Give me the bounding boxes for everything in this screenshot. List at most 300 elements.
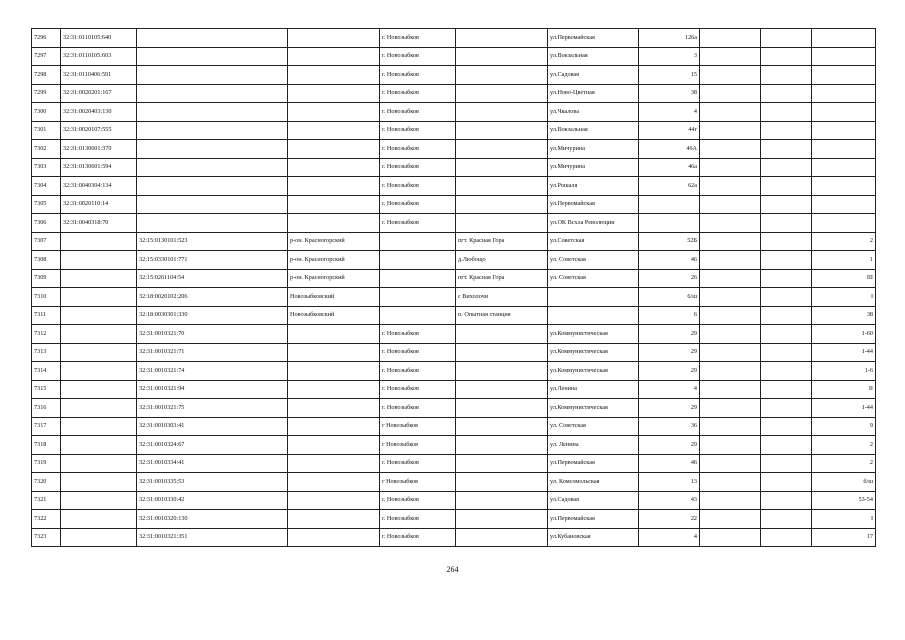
table-cell bbox=[700, 214, 761, 233]
table-cell: с Вихолочи bbox=[456, 288, 548, 307]
table-cell: 32:31:0020107:555 bbox=[61, 121, 137, 140]
table-cell bbox=[761, 417, 812, 436]
table-cell: 32:31:0010334:41 bbox=[137, 454, 288, 473]
table-cell: г. Новозыбков bbox=[380, 528, 456, 547]
table-cell: ул.Кубановская bbox=[548, 528, 639, 547]
table-cell: 32:31:0040318:70 bbox=[61, 214, 137, 233]
table-cell: 46 bbox=[639, 251, 700, 270]
table-cell bbox=[761, 306, 812, 325]
table-row bbox=[32, 158, 876, 177]
table-cell: ул.Садовая bbox=[548, 66, 639, 85]
table-cell: 32:31:0130601:594 bbox=[61, 158, 137, 177]
table-cell bbox=[761, 66, 812, 85]
table-cell bbox=[137, 214, 288, 233]
table-cell: 29 bbox=[639, 343, 700, 362]
table-cell bbox=[288, 66, 380, 85]
table-cell: 32:31:0010321:75 bbox=[137, 399, 288, 418]
table-cell bbox=[548, 306, 639, 325]
table-cell: 29 bbox=[639, 399, 700, 418]
table-cell bbox=[61, 306, 137, 325]
table-row bbox=[32, 288, 876, 307]
table-row bbox=[32, 232, 876, 251]
table-cell bbox=[761, 473, 812, 492]
table-cell: 1-44 bbox=[812, 343, 876, 362]
table-cell bbox=[380, 306, 456, 325]
table-cell: ул.Коммунистическая bbox=[548, 343, 639, 362]
table-cell: 7316 bbox=[32, 399, 61, 418]
table-cell: 2 bbox=[812, 454, 876, 473]
table-cell bbox=[137, 47, 288, 66]
table-cell bbox=[761, 195, 812, 214]
table-cell: ул.Вокзальная bbox=[548, 121, 639, 140]
table-cell: ул.Первомайская bbox=[548, 510, 639, 529]
table-cell bbox=[761, 158, 812, 177]
table-row bbox=[32, 121, 876, 140]
table-cell bbox=[288, 158, 380, 177]
table-cell bbox=[288, 47, 380, 66]
table-cell: 32:18:0030301:330 bbox=[137, 306, 288, 325]
table-cell bbox=[700, 510, 761, 529]
table-row bbox=[32, 510, 876, 529]
table-cell bbox=[761, 232, 812, 251]
table-cell bbox=[812, 121, 876, 140]
table-cell bbox=[761, 177, 812, 196]
table-cell bbox=[456, 140, 548, 159]
table-row bbox=[32, 343, 876, 362]
table-cell: 7310 bbox=[32, 288, 61, 307]
table-cell bbox=[700, 362, 761, 381]
table-cell: 4 bbox=[639, 528, 700, 547]
table-cell bbox=[61, 399, 137, 418]
table-cell bbox=[456, 195, 548, 214]
table-cell bbox=[812, 29, 876, 48]
table-cell bbox=[761, 491, 812, 510]
table-cell bbox=[61, 288, 137, 307]
table-cell: 32:15:0261104:54 bbox=[137, 269, 288, 288]
table-cell: I bbox=[812, 288, 876, 307]
table-cell bbox=[761, 436, 812, 455]
table-cell bbox=[761, 510, 812, 529]
table-cell bbox=[288, 473, 380, 492]
table-cell: 22 bbox=[639, 510, 700, 529]
table-cell: 44г bbox=[639, 121, 700, 140]
table-cell bbox=[812, 103, 876, 122]
table-row bbox=[32, 417, 876, 436]
table-cell: г. Новозыбков bbox=[380, 510, 456, 529]
table-cell: 7299 bbox=[32, 84, 61, 103]
table-cell: г. Новозыбков bbox=[380, 47, 456, 66]
table-cell bbox=[456, 103, 548, 122]
table-cell: г. Новозыбков bbox=[380, 66, 456, 85]
table-cell bbox=[700, 47, 761, 66]
table-row bbox=[32, 103, 876, 122]
table-cell bbox=[700, 473, 761, 492]
table-cell bbox=[700, 343, 761, 362]
table-cell bbox=[61, 528, 137, 547]
table-cell bbox=[700, 158, 761, 177]
table-cell: 7314 bbox=[32, 362, 61, 381]
table-row bbox=[32, 454, 876, 473]
table-cell: 32:18:0020102:206 bbox=[137, 288, 288, 307]
table-cell: 4 bbox=[639, 103, 700, 122]
table-cell: г. Новозыбков bbox=[380, 177, 456, 196]
table-cell bbox=[700, 417, 761, 436]
table-cell bbox=[812, 47, 876, 66]
table-cell bbox=[700, 288, 761, 307]
table-cell: 7304 bbox=[32, 177, 61, 196]
table-cell bbox=[456, 510, 548, 529]
table-cell: ул. Комсомольская bbox=[548, 473, 639, 492]
table-cell: п. Опытная станция bbox=[456, 306, 548, 325]
table-cell bbox=[456, 29, 548, 48]
table-cell: II bbox=[812, 380, 876, 399]
table-cell bbox=[456, 399, 548, 418]
table-cell bbox=[137, 177, 288, 196]
table-cell bbox=[456, 491, 548, 510]
table-row bbox=[32, 140, 876, 159]
table-cell: ул.Чкалова bbox=[548, 103, 639, 122]
table-cell bbox=[137, 121, 288, 140]
table-cell bbox=[380, 232, 456, 251]
table-cell: ул.Мичурина bbox=[548, 140, 639, 159]
table-cell: 4 bbox=[639, 380, 700, 399]
table-cell: г. Новозыбков bbox=[380, 214, 456, 233]
table-cell: г. Новозыбков bbox=[380, 454, 456, 473]
table-cell bbox=[700, 380, 761, 399]
table-cell: 43 bbox=[639, 491, 700, 510]
table-cell bbox=[61, 269, 137, 288]
table-cell: 32:31:0010321:70 bbox=[137, 325, 288, 344]
table-cell bbox=[456, 84, 548, 103]
table-cell bbox=[700, 103, 761, 122]
table-cell: I bbox=[812, 510, 876, 529]
table-cell bbox=[700, 306, 761, 325]
table-cell: 7309 bbox=[32, 269, 61, 288]
table-cell bbox=[456, 454, 548, 473]
table-cell: 32:31:0130601:370 bbox=[61, 140, 137, 159]
table-cell bbox=[700, 177, 761, 196]
table-cell: Новозыбковский bbox=[288, 306, 380, 325]
registry-table bbox=[31, 28, 876, 547]
table-cell: 7297 bbox=[32, 47, 61, 66]
table-cell bbox=[700, 84, 761, 103]
table-cell: 1-44 bbox=[812, 399, 876, 418]
table-cell bbox=[288, 29, 380, 48]
table-cell: 38 bbox=[812, 306, 876, 325]
table-cell bbox=[288, 121, 380, 140]
table-cell: ул. Советская bbox=[548, 269, 639, 288]
table-row bbox=[32, 380, 876, 399]
table-cell: ул.Первомайская bbox=[548, 454, 639, 473]
table-cell bbox=[812, 214, 876, 233]
table-cell: 3 bbox=[639, 47, 700, 66]
table-cell bbox=[761, 251, 812, 270]
table-cell: ул. Советская bbox=[548, 417, 639, 436]
table-cell: 15 bbox=[639, 66, 700, 85]
table-cell bbox=[61, 325, 137, 344]
table-cell bbox=[456, 325, 548, 344]
table-cell bbox=[761, 214, 812, 233]
table-row bbox=[32, 177, 876, 196]
table-cell: 7307 bbox=[32, 232, 61, 251]
table-cell: ул.Ленина bbox=[548, 380, 639, 399]
table-cell: 26 bbox=[639, 269, 700, 288]
table-cell: 7319 bbox=[32, 454, 61, 473]
table-row bbox=[32, 66, 876, 85]
table-cell: 2 bbox=[812, 232, 876, 251]
table-cell: ул.Первомайская bbox=[548, 29, 639, 48]
table-cell bbox=[456, 473, 548, 492]
table-row bbox=[32, 214, 876, 233]
table-cell: ул. Ленина bbox=[548, 436, 639, 455]
table-row bbox=[32, 473, 876, 492]
table-cell: г. Новозыбков bbox=[380, 362, 456, 381]
table-cell: пгт. Красная Гора bbox=[456, 269, 548, 288]
table-cell: 46 bbox=[639, 454, 700, 473]
table-cell: ул.Советская bbox=[548, 232, 639, 251]
table-cell bbox=[61, 380, 137, 399]
table-cell: ул.Вокзальная bbox=[548, 47, 639, 66]
table-cell bbox=[700, 399, 761, 418]
table-cell bbox=[456, 436, 548, 455]
table-cell: 29 bbox=[639, 362, 700, 381]
table-cell bbox=[639, 214, 700, 233]
table-cell: 17 bbox=[812, 528, 876, 547]
table-cell bbox=[761, 121, 812, 140]
table-cell bbox=[700, 436, 761, 455]
table-cell: 6/ш bbox=[639, 288, 700, 307]
table-cell: г. Новозыбков bbox=[380, 325, 456, 344]
table-cell bbox=[61, 491, 137, 510]
table-cell: г Новозыбков bbox=[380, 473, 456, 492]
table-cell bbox=[812, 177, 876, 196]
page-number: 264 bbox=[446, 565, 459, 574]
table-cell: 126а bbox=[639, 29, 700, 48]
table-cell: 32:31:0010321:351 bbox=[137, 528, 288, 547]
table-cell: 32:31:0020201:167 bbox=[61, 84, 137, 103]
table-cell: 32:31:0010324:67 bbox=[137, 436, 288, 455]
table-cell: ул.Садовая bbox=[548, 491, 639, 510]
table-cell: 62а bbox=[639, 177, 700, 196]
table-cell: 36 bbox=[639, 417, 700, 436]
table-cell: 7298 bbox=[32, 66, 61, 85]
table-cell: 32:31:0110406:591 bbox=[61, 66, 137, 85]
table-cell bbox=[812, 66, 876, 85]
table-cell bbox=[700, 491, 761, 510]
table-cell bbox=[288, 362, 380, 381]
table-row bbox=[32, 325, 876, 344]
table-cell: 9 bbox=[812, 417, 876, 436]
table-cell bbox=[61, 473, 137, 492]
table-cell bbox=[761, 399, 812, 418]
table-cell bbox=[456, 66, 548, 85]
table-cell: р-он. Красногорский bbox=[288, 251, 380, 270]
table-cell bbox=[61, 232, 137, 251]
table-cell: 7321 bbox=[32, 491, 61, 510]
table-cell: 32:31:0110105:603 bbox=[61, 47, 137, 66]
table-row bbox=[32, 306, 876, 325]
table-cell: д.Любощо bbox=[456, 251, 548, 270]
table-cell: 7322 bbox=[32, 510, 61, 529]
table-cell: ул. Советская bbox=[548, 251, 639, 270]
table-cell bbox=[812, 158, 876, 177]
table-cell: 7306 bbox=[32, 214, 61, 233]
table-cell: г. Новозыбков bbox=[380, 491, 456, 510]
table-cell: ул.ОК Всхла Революции bbox=[548, 214, 639, 233]
table-cell: 7301 bbox=[32, 121, 61, 140]
table-cell: г. Новозыбков bbox=[380, 195, 456, 214]
table-cell bbox=[288, 454, 380, 473]
table-cell bbox=[137, 140, 288, 159]
table-cell: 32:15:0130101:523 bbox=[137, 232, 288, 251]
table-cell: 6 bbox=[639, 306, 700, 325]
table-cell bbox=[288, 528, 380, 547]
table-cell bbox=[700, 140, 761, 159]
table-row bbox=[32, 528, 876, 547]
table-cell: г. Новозыбков bbox=[380, 158, 456, 177]
table-cell bbox=[288, 140, 380, 159]
table-cell: 7311 bbox=[32, 306, 61, 325]
table-cell bbox=[761, 269, 812, 288]
table-cell bbox=[61, 251, 137, 270]
table-cell: 32:31:0010335:53 bbox=[137, 473, 288, 492]
table-row bbox=[32, 362, 876, 381]
table-cell bbox=[137, 195, 288, 214]
table-cell bbox=[288, 491, 380, 510]
table-cell bbox=[761, 362, 812, 381]
table-cell: Новозыбковский bbox=[288, 288, 380, 307]
table-cell: 53-54 bbox=[812, 491, 876, 510]
table-cell bbox=[812, 195, 876, 214]
table-cell bbox=[61, 454, 137, 473]
table-cell: р-он. Красногорский bbox=[288, 232, 380, 251]
table-cell: 32:31:0110105:640 bbox=[61, 29, 137, 48]
table-row bbox=[32, 491, 876, 510]
table-cell: г Новозыбков bbox=[380, 436, 456, 455]
table-cell bbox=[288, 214, 380, 233]
table-cell bbox=[288, 84, 380, 103]
table-cell bbox=[288, 325, 380, 344]
table-cell: г. Новозыбков bbox=[380, 343, 456, 362]
table-cell bbox=[137, 158, 288, 177]
table-cell: б/ш bbox=[812, 473, 876, 492]
table-cell bbox=[288, 103, 380, 122]
table-cell bbox=[456, 362, 548, 381]
table-cell bbox=[380, 288, 456, 307]
table-cell: 32:15:0330101:771 bbox=[137, 251, 288, 270]
table-cell bbox=[700, 269, 761, 288]
table-row bbox=[32, 251, 876, 270]
table-cell: 32:31:0010321:74 bbox=[137, 362, 288, 381]
table-cell bbox=[700, 66, 761, 85]
table-row bbox=[32, 399, 876, 418]
table-cell: 32:31:0020403:130 bbox=[61, 103, 137, 122]
table-cell bbox=[761, 29, 812, 48]
table-cell bbox=[61, 362, 137, 381]
table-cell bbox=[812, 140, 876, 159]
table-cell: г. Новозыбков bbox=[380, 140, 456, 159]
table-cell: ул.Мичурина bbox=[548, 158, 639, 177]
table-row bbox=[32, 436, 876, 455]
table-cell: г Новозыбков bbox=[380, 417, 456, 436]
table-cell bbox=[812, 84, 876, 103]
table-cell: ул.Коммунистическая bbox=[548, 362, 639, 381]
table-cell bbox=[700, 325, 761, 344]
table-cell bbox=[700, 121, 761, 140]
table-cell: 7323 bbox=[32, 528, 61, 547]
table-cell: ул.Ново-Цветная bbox=[548, 84, 639, 103]
table-row bbox=[32, 84, 876, 103]
table-cell: 7312 bbox=[32, 325, 61, 344]
registry-table-body bbox=[32, 29, 876, 547]
table-row bbox=[32, 195, 876, 214]
table-cell: г. Новозыбков bbox=[380, 380, 456, 399]
table-cell bbox=[380, 251, 456, 270]
table-cell: 7296 bbox=[32, 29, 61, 48]
table-cell bbox=[700, 251, 761, 270]
table-cell bbox=[761, 103, 812, 122]
table-cell: 46А bbox=[639, 140, 700, 159]
table-cell: 32:31:0010330:42 bbox=[137, 491, 288, 510]
table-cell: 46а bbox=[639, 158, 700, 177]
table-cell bbox=[288, 417, 380, 436]
table-cell: 7308 bbox=[32, 251, 61, 270]
table-row bbox=[32, 29, 876, 48]
table-cell: 2 bbox=[812, 436, 876, 455]
table-cell: 38 bbox=[639, 84, 700, 103]
table-cell bbox=[456, 417, 548, 436]
table-cell: 7317 bbox=[32, 417, 61, 436]
table-cell bbox=[700, 195, 761, 214]
table-cell bbox=[700, 232, 761, 251]
table-cell bbox=[288, 343, 380, 362]
table-cell: 1-60 bbox=[812, 325, 876, 344]
table-cell bbox=[548, 288, 639, 307]
table-cell bbox=[137, 103, 288, 122]
table-cell bbox=[456, 343, 548, 362]
table-cell bbox=[137, 66, 288, 85]
table-cell bbox=[61, 417, 137, 436]
table-cell: 7302 bbox=[32, 140, 61, 159]
table-cell bbox=[61, 436, 137, 455]
table-cell bbox=[288, 195, 380, 214]
table-cell bbox=[380, 269, 456, 288]
table-cell: 32:31:0020110:14 bbox=[61, 195, 137, 214]
table-cell bbox=[761, 140, 812, 159]
table-cell: 7313 bbox=[32, 343, 61, 362]
table-cell: III bbox=[812, 269, 876, 288]
table-cell bbox=[761, 47, 812, 66]
table-cell bbox=[137, 29, 288, 48]
table-cell: 32:31:0010321:71 bbox=[137, 343, 288, 362]
table-cell bbox=[456, 380, 548, 399]
table-cell bbox=[761, 343, 812, 362]
table-cell: ул.Коммунистическая bbox=[548, 399, 639, 418]
table-cell bbox=[761, 454, 812, 473]
table-cell bbox=[288, 510, 380, 529]
table-cell bbox=[700, 454, 761, 473]
table-cell bbox=[288, 399, 380, 418]
table-cell bbox=[761, 380, 812, 399]
table-cell: 7315 bbox=[32, 380, 61, 399]
table-cell bbox=[456, 47, 548, 66]
table-cell bbox=[761, 288, 812, 307]
table-row bbox=[32, 269, 876, 288]
table-cell: р-он. Красногорский bbox=[288, 269, 380, 288]
table-cell bbox=[288, 177, 380, 196]
table-cell: 1 bbox=[812, 251, 876, 270]
table-cell: 7320 bbox=[32, 473, 61, 492]
